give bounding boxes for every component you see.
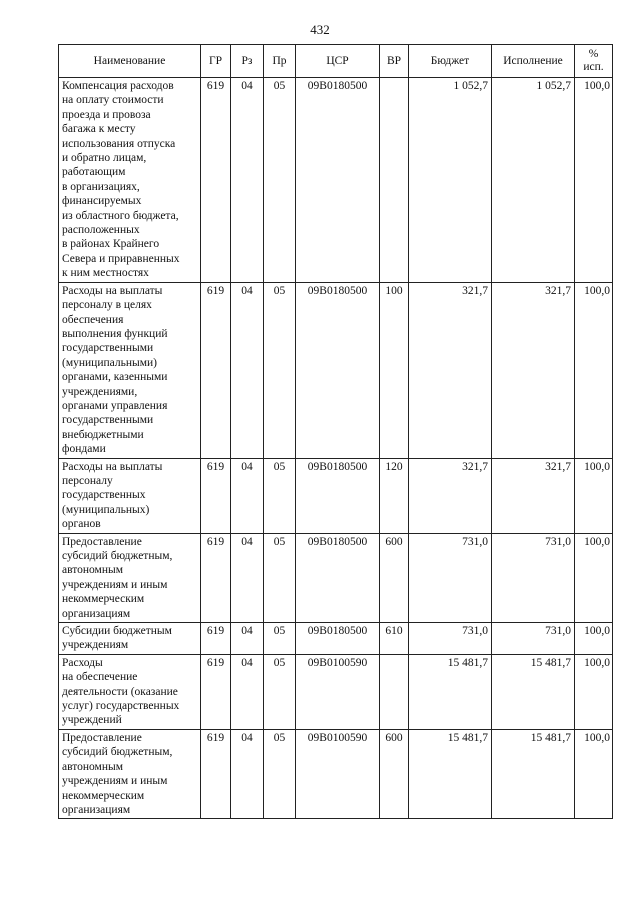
row-vr-cell: 600 (380, 729, 409, 818)
row-rz-cell: 04 (231, 623, 264, 655)
row-pr-cell: 05 (264, 458, 296, 533)
row-vr-cell (380, 654, 409, 729)
row-execution-cell: 321,7 (492, 282, 575, 458)
page-number: 432 (310, 22, 330, 37)
row-name-cell: Компенсация расходов на оплату стоимости проезда и провоза багажа к месту использования отпуска и обратно лицам, работающим в организациях, финансируемых из областного бюджета, расположенных в районах Крайнего Севера и приравненных к ним местностях (59, 78, 201, 283)
row-rz-cell: 04 (231, 78, 264, 283)
row-execution-cell: 1 052,7 (492, 78, 575, 283)
table-row (59, 282, 613, 458)
row-csr-cell: 09В0180500 (296, 623, 380, 655)
row-name-cell: Расходы на выплаты персоналу в целях обеспечения выполнения функций государственными (муниципальными) органами, казенными учреждениями, органами управления государственными внебюджетными фондами (59, 282, 201, 458)
row-pr-cell: 05 (264, 729, 296, 818)
row-csr-cell: 09В0180500 (296, 282, 380, 458)
header-budget: Бюджет (409, 45, 492, 78)
row-vr-cell (380, 78, 409, 283)
row-vr-cell: 100 (380, 282, 409, 458)
table-row (59, 729, 613, 818)
row-percent-cell: 100,0 (575, 458, 613, 533)
row-percent-cell: 100,0 (575, 78, 613, 283)
row-budget-cell: 15 481,7 (409, 729, 492, 818)
row-percent-cell: 100,0 (575, 654, 613, 729)
header-gr: ГР (201, 45, 231, 78)
header-percent: % исп. (575, 45, 613, 78)
row-pr-cell: 05 (264, 282, 296, 458)
row-percent-cell: 100,0 (575, 533, 613, 622)
header-execution: Исполнение (492, 45, 575, 78)
row-budget-cell: 321,7 (409, 458, 492, 533)
row-vr-cell: 610 (380, 623, 409, 655)
row-execution-cell: 731,0 (492, 623, 575, 655)
row-name-cell: Расходы на выплаты персоналу государственных (муниципальных) органов (59, 458, 201, 533)
row-gr-cell: 619 (201, 533, 231, 622)
row-csr-cell: 09В0180500 (296, 458, 380, 533)
row-execution-cell: 15 481,7 (492, 654, 575, 729)
header-row (59, 45, 613, 78)
row-rz-cell: 04 (231, 729, 264, 818)
row-percent-cell: 100,0 (575, 623, 613, 655)
row-rz-cell: 04 (231, 458, 264, 533)
row-pr-cell: 05 (264, 78, 296, 283)
row-gr-cell: 619 (201, 729, 231, 818)
row-vr-cell: 600 (380, 533, 409, 622)
row-execution-cell: 15 481,7 (492, 729, 575, 818)
row-name-cell: Предоставление субсидий бюджетным, автономным учреждениям и иным некоммерческим организациям (59, 729, 201, 818)
row-pr-cell: 05 (264, 623, 296, 655)
row-csr-cell: 09В0100590 (296, 729, 380, 818)
row-pr-cell: 05 (264, 654, 296, 729)
table-row (59, 78, 613, 283)
header-vr: ВР (380, 45, 409, 78)
row-budget-cell: 321,7 (409, 282, 492, 458)
row-percent-cell: 100,0 (575, 282, 613, 458)
row-execution-cell: 731,0 (492, 533, 575, 622)
header-rz: Рз (231, 45, 264, 78)
row-gr-cell: 619 (201, 282, 231, 458)
row-gr-cell: 619 (201, 623, 231, 655)
row-gr-cell: 619 (201, 458, 231, 533)
row-rz-cell: 04 (231, 282, 264, 458)
table-row (59, 458, 613, 533)
row-csr-cell: 09В0100590 (296, 654, 380, 729)
row-rz-cell: 04 (231, 533, 264, 622)
row-name-cell: Предоставление субсидий бюджетным, автономным учреждениям и иным некоммерческим организациям (59, 533, 201, 622)
row-execution-cell: 321,7 (492, 458, 575, 533)
table-row (59, 533, 613, 622)
row-csr-cell: 09В0180500 (296, 78, 380, 283)
row-percent-cell: 100,0 (575, 729, 613, 818)
row-vr-cell: 120 (380, 458, 409, 533)
budget-table (58, 44, 613, 819)
row-name-cell: Расходы на обеспечение деятельности (оказание услуг) государственных учреждений (59, 654, 201, 729)
row-budget-cell: 1 052,7 (409, 78, 492, 283)
row-pr-cell: 05 (264, 533, 296, 622)
row-budget-cell: 15 481,7 (409, 654, 492, 729)
row-budget-cell: 731,0 (409, 533, 492, 622)
header-pr: Пр (264, 45, 296, 78)
table-row (59, 654, 613, 729)
row-gr-cell: 619 (201, 654, 231, 729)
header-csr: ЦСР (296, 45, 380, 78)
row-budget-cell: 731,0 (409, 623, 492, 655)
header-name: Наименование (59, 45, 201, 78)
table-row (59, 623, 613, 655)
row-name-cell: Субсидии бюджетным учреждениям (59, 623, 201, 655)
row-rz-cell: 04 (231, 654, 264, 729)
row-gr-cell: 619 (201, 78, 231, 283)
row-csr-cell: 09В0180500 (296, 533, 380, 622)
